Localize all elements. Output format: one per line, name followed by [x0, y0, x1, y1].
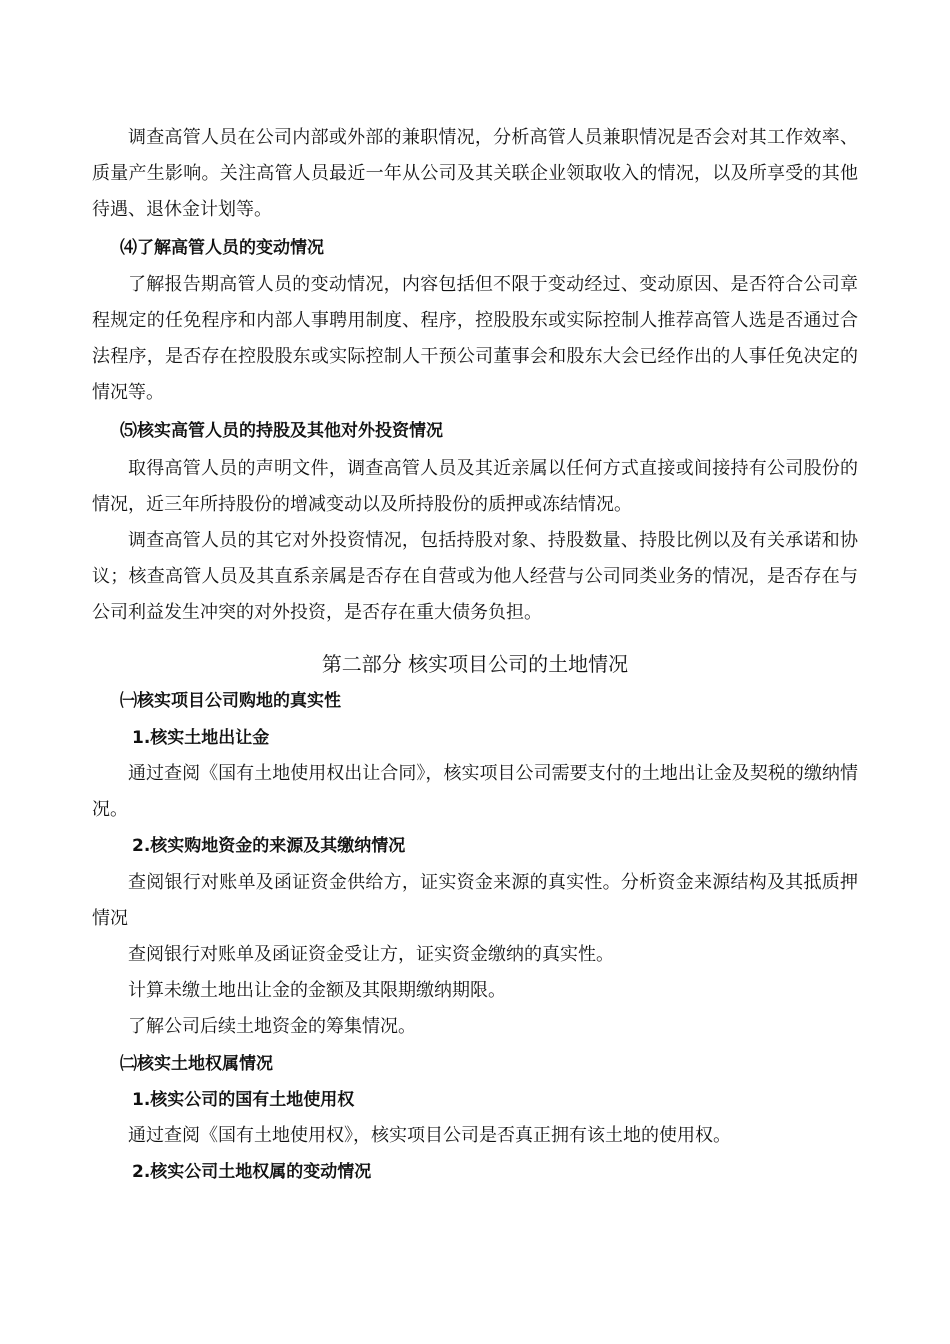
paragraph-text: 查阅银行对账单及函证资金受让方，证实资金缴纳的真实性。	[128, 944, 614, 965]
heading-s1-2	[92, 828, 858, 864]
paragraph-text: 调查高管人员的其它对外投资情况，包括持股对象、持股数量、持股比例以及有关承诺和协议；核查高管人员及其直系亲属是否存在自营或为他人经营与公司同类业务的情况，是否存在与公司利益发生冲突的对外投资，是否存在重大债务负担。	[92, 530, 858, 623]
paragraph-text: 了解报告期高管人员的变动情况，内容包括但不限于变动经过、变动原因、是否符合公司章程规定的任免程序和内部人事聘用制度、程序，控股股东或实际控制人推荐高管人选是否通过合法程序，是否存在控股股东或实际控制人干预公司董事会和股东大会已经作出的人事任免决定的情况等。	[92, 274, 858, 403]
paragraph-text: 调查高管人员在公司内部或外部的兼职情况，分析高管人员兼职情况是否会对其工作效率、质量产生影响。关注高管人员最近一年从公司及其关联企业领取收入的情况，以及所享受的其他待遇、退休金计划等。	[92, 127, 858, 220]
heading-5	[92, 413, 858, 449]
paragraph-text: 取得高管人员的声明文件，调查高管人员及其近亲属以任何方式直接或间接持有公司股份的情况，近三年所持股份的增减变动以及所持股份的质押或冻结情况。	[92, 458, 858, 515]
paragraph-other-investments	[92, 523, 858, 631]
heading-land-purchase: ㈠核实项目公司购地的真实性	[120, 691, 341, 711]
heading-land-ownership: ㈡核实土地权属情况	[120, 1054, 273, 1074]
paragraph-unpaid	[92, 973, 858, 1009]
heading-s1	[92, 683, 858, 719]
paragraph-follow-up-funds	[92, 1009, 858, 1045]
paragraph-text: 了解公司后续土地资金的筹集情况。	[128, 1016, 416, 1037]
paragraph-fund-payment	[92, 937, 858, 973]
heading-s2-1	[92, 1082, 858, 1118]
paragraph-text: 计算未缴土地出让金的金额及其限期缴纳期限。	[128, 980, 506, 1001]
heading-executive-changes: ⑷了解高管人员的变动情况	[120, 238, 324, 258]
heading-ownership-changes: 2.核实公司土地权属的变动情况	[132, 1162, 372, 1182]
paragraph-text: 查阅银行对账单及函证资金供给方，证实资金来源的真实性。分析资金来源结构及其抵质押情况	[92, 872, 858, 929]
paragraph-text: 通过查阅《国有土地使用权》，核实项目公司是否真正拥有该土地的使用权。	[128, 1125, 731, 1146]
paragraph-executive-changes	[92, 267, 858, 411]
paragraph-text: 通过查阅《国有土地使用权出让合同》，核实项目公司需要支付的土地出让金及契税的缴纳情况。	[92, 763, 858, 820]
heading-land-transfer-fee: 1.核实土地出让金	[132, 728, 270, 748]
heading-land-use-right: 1.核实公司的国有土地使用权	[132, 1090, 355, 1110]
section-title: 第二部分 核实项目公司的土地情况	[321, 652, 629, 676]
paragraph-land-use-right	[92, 1118, 858, 1154]
paragraph-contract	[92, 756, 858, 828]
paragraph-declaration	[92, 451, 858, 523]
heading-s1-1	[92, 720, 858, 756]
heading-s2	[92, 1046, 858, 1082]
paragraph-bank-statements	[92, 865, 858, 937]
heading-4	[92, 230, 858, 266]
heading-executive-shareholding: ⑸核实高管人员的持股及其他对外投资情况	[120, 421, 443, 441]
paragraph-part-time-jobs	[92, 120, 858, 228]
heading-s2-2	[92, 1154, 858, 1190]
heading-fund-source: 2.核实购地资金的来源及其缴纳情况	[132, 836, 406, 856]
